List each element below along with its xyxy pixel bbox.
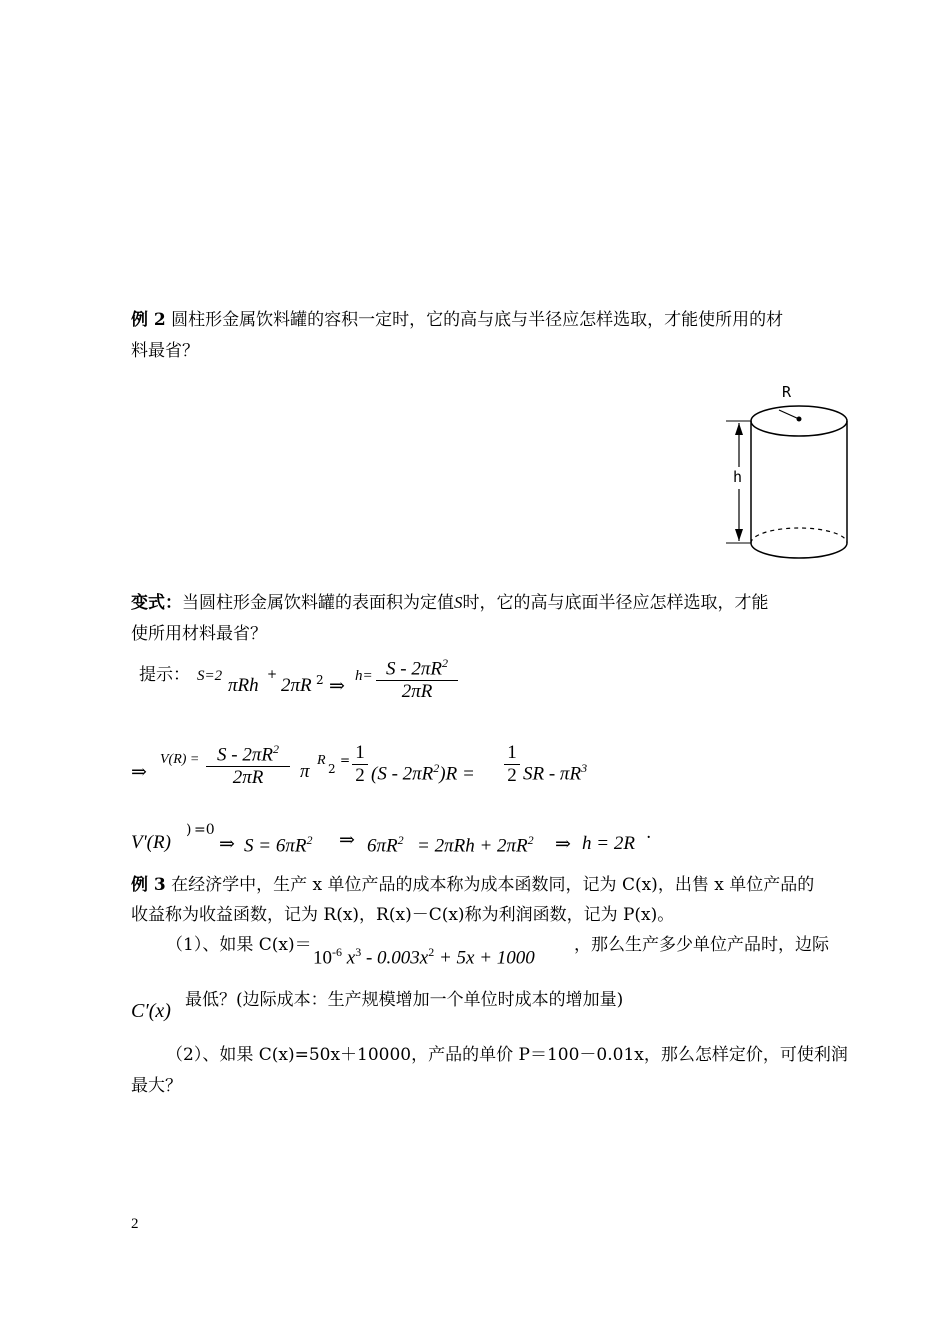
eq2-r-sub: 2 — [328, 762, 336, 776]
variant-line-1 — [131, 588, 769, 618]
example-2-label: 例 2 — [131, 310, 166, 330]
eq1-term-a: πRh — [228, 675, 259, 696]
example-3-line-2: 收益称为收益函数，记为 R(x)，R(x)－C(x)称为利润函数，记为 P(x)。 — [131, 905, 675, 925]
question-1-lead: （1）、如果 C(x)＝ — [166, 935, 312, 955]
eq2-r: R — [317, 753, 326, 768]
eq2-implies: ⇒ — [131, 762, 147, 783]
eq1-fraction — [376, 656, 458, 703]
eq3-vr: V'(R) — [131, 832, 171, 853]
eq3-b: $6\pi R^2$ — [367, 833, 404, 857]
variant-label: 变式： — [131, 593, 182, 613]
cylinder-figure — [720, 385, 860, 565]
eq3-implies-1: ⇒ — [219, 834, 235, 855]
eq2-end: SR - $\pi R^3$ — [523, 761, 588, 785]
page-number: 2 — [131, 1216, 139, 1232]
height-label: h — [733, 468, 743, 486]
eq3-c: = $2\pi Rh + 2\pi R^2$ — [417, 833, 534, 857]
question-1-formula: $10^{-6}$ $x^3 - 0.003x^2 + 5x + 1000$ — [313, 945, 535, 969]
example-2-line-2: 料最省？ — [131, 341, 199, 361]
eq3-zero: =0 — [194, 822, 215, 838]
marginal-cost-symbol: C′(x) — [131, 1000, 171, 1022]
variant-text-b: 时，它的高与底面半径应怎样选取，才能 — [462, 593, 769, 613]
example-3-line-1 — [131, 870, 814, 900]
question-2-line-1: （2）、如果 C(x)=50x＋10000，产品的单价 P＝100－0.01x，那么怎样定价，可使利润 — [166, 1045, 848, 1065]
eq1-plus: + — [267, 667, 278, 681]
example-3-text: 在经济学中，生产 x 单位产品的成本称为成本函数同，记为 C(x)，出售 x 单位产品的 — [171, 875, 815, 895]
variant-text-a: 当圆柱形金属饮料罐的表面积为定值 — [182, 593, 454, 613]
eq1-h: h= — [355, 668, 373, 684]
eq1-lhs: S=2 — [197, 668, 223, 684]
example-2-text: 圆柱形金属饮料罐的容积一定时，它的高与底与半径应怎样选取，才能使所用的材 — [171, 310, 784, 330]
eq3-paren: ) — [186, 822, 192, 838]
eq1-numerator: S - $2\pi R^2$ — [386, 656, 448, 680]
example-2-line-1 — [131, 305, 783, 335]
question-1-line-2: 最低？(边际成本：生产规模增加一个单位时成本的增加量) — [185, 990, 624, 1010]
question-2-line-2: 最大？ — [131, 1076, 182, 1096]
eq2-eq: = — [340, 753, 351, 767]
eq1-term-b: 2πR — [281, 675, 312, 696]
eq2-fraction — [206, 742, 290, 789]
eq3-implies-3: ⇒ — [555, 834, 571, 855]
eq3-implies-2: ⇒ — [339, 830, 355, 851]
eq2-half-1: 1 2 — [352, 742, 368, 787]
radius-label: R — [782, 383, 792, 401]
eq3-dot: . — [646, 823, 652, 843]
eq1-denominator: 2πR — [401, 681, 433, 703]
eq2-denominator: 2πR — [232, 767, 264, 789]
eq2-numerator: S - $2\pi R^2$ — [217, 742, 279, 766]
eq3-d: h = 2R — [582, 833, 635, 854]
question-1-tail: ，那么生产多少单位产品时，边际 — [574, 935, 829, 955]
eq2-lhs: V(R) = — [160, 752, 200, 767]
variant-s: S — [454, 593, 463, 612]
eq3-a: $S = 6\pi R^2$ — [244, 833, 313, 857]
eq2-pi: π — [300, 761, 310, 782]
eq1-term-b-sup: 2 — [316, 673, 324, 687]
example-3-label: 例 3 — [131, 875, 166, 895]
variant-line-2: 使所用材料最省？ — [131, 624, 267, 644]
eq1-implies: ⇒ — [329, 676, 345, 697]
eq2-mid: $(S - 2\pi R^2)R$ = — [371, 761, 475, 785]
eq2-half-2: 1 2 — [504, 742, 520, 787]
hint-label: 提示： — [139, 665, 190, 685]
